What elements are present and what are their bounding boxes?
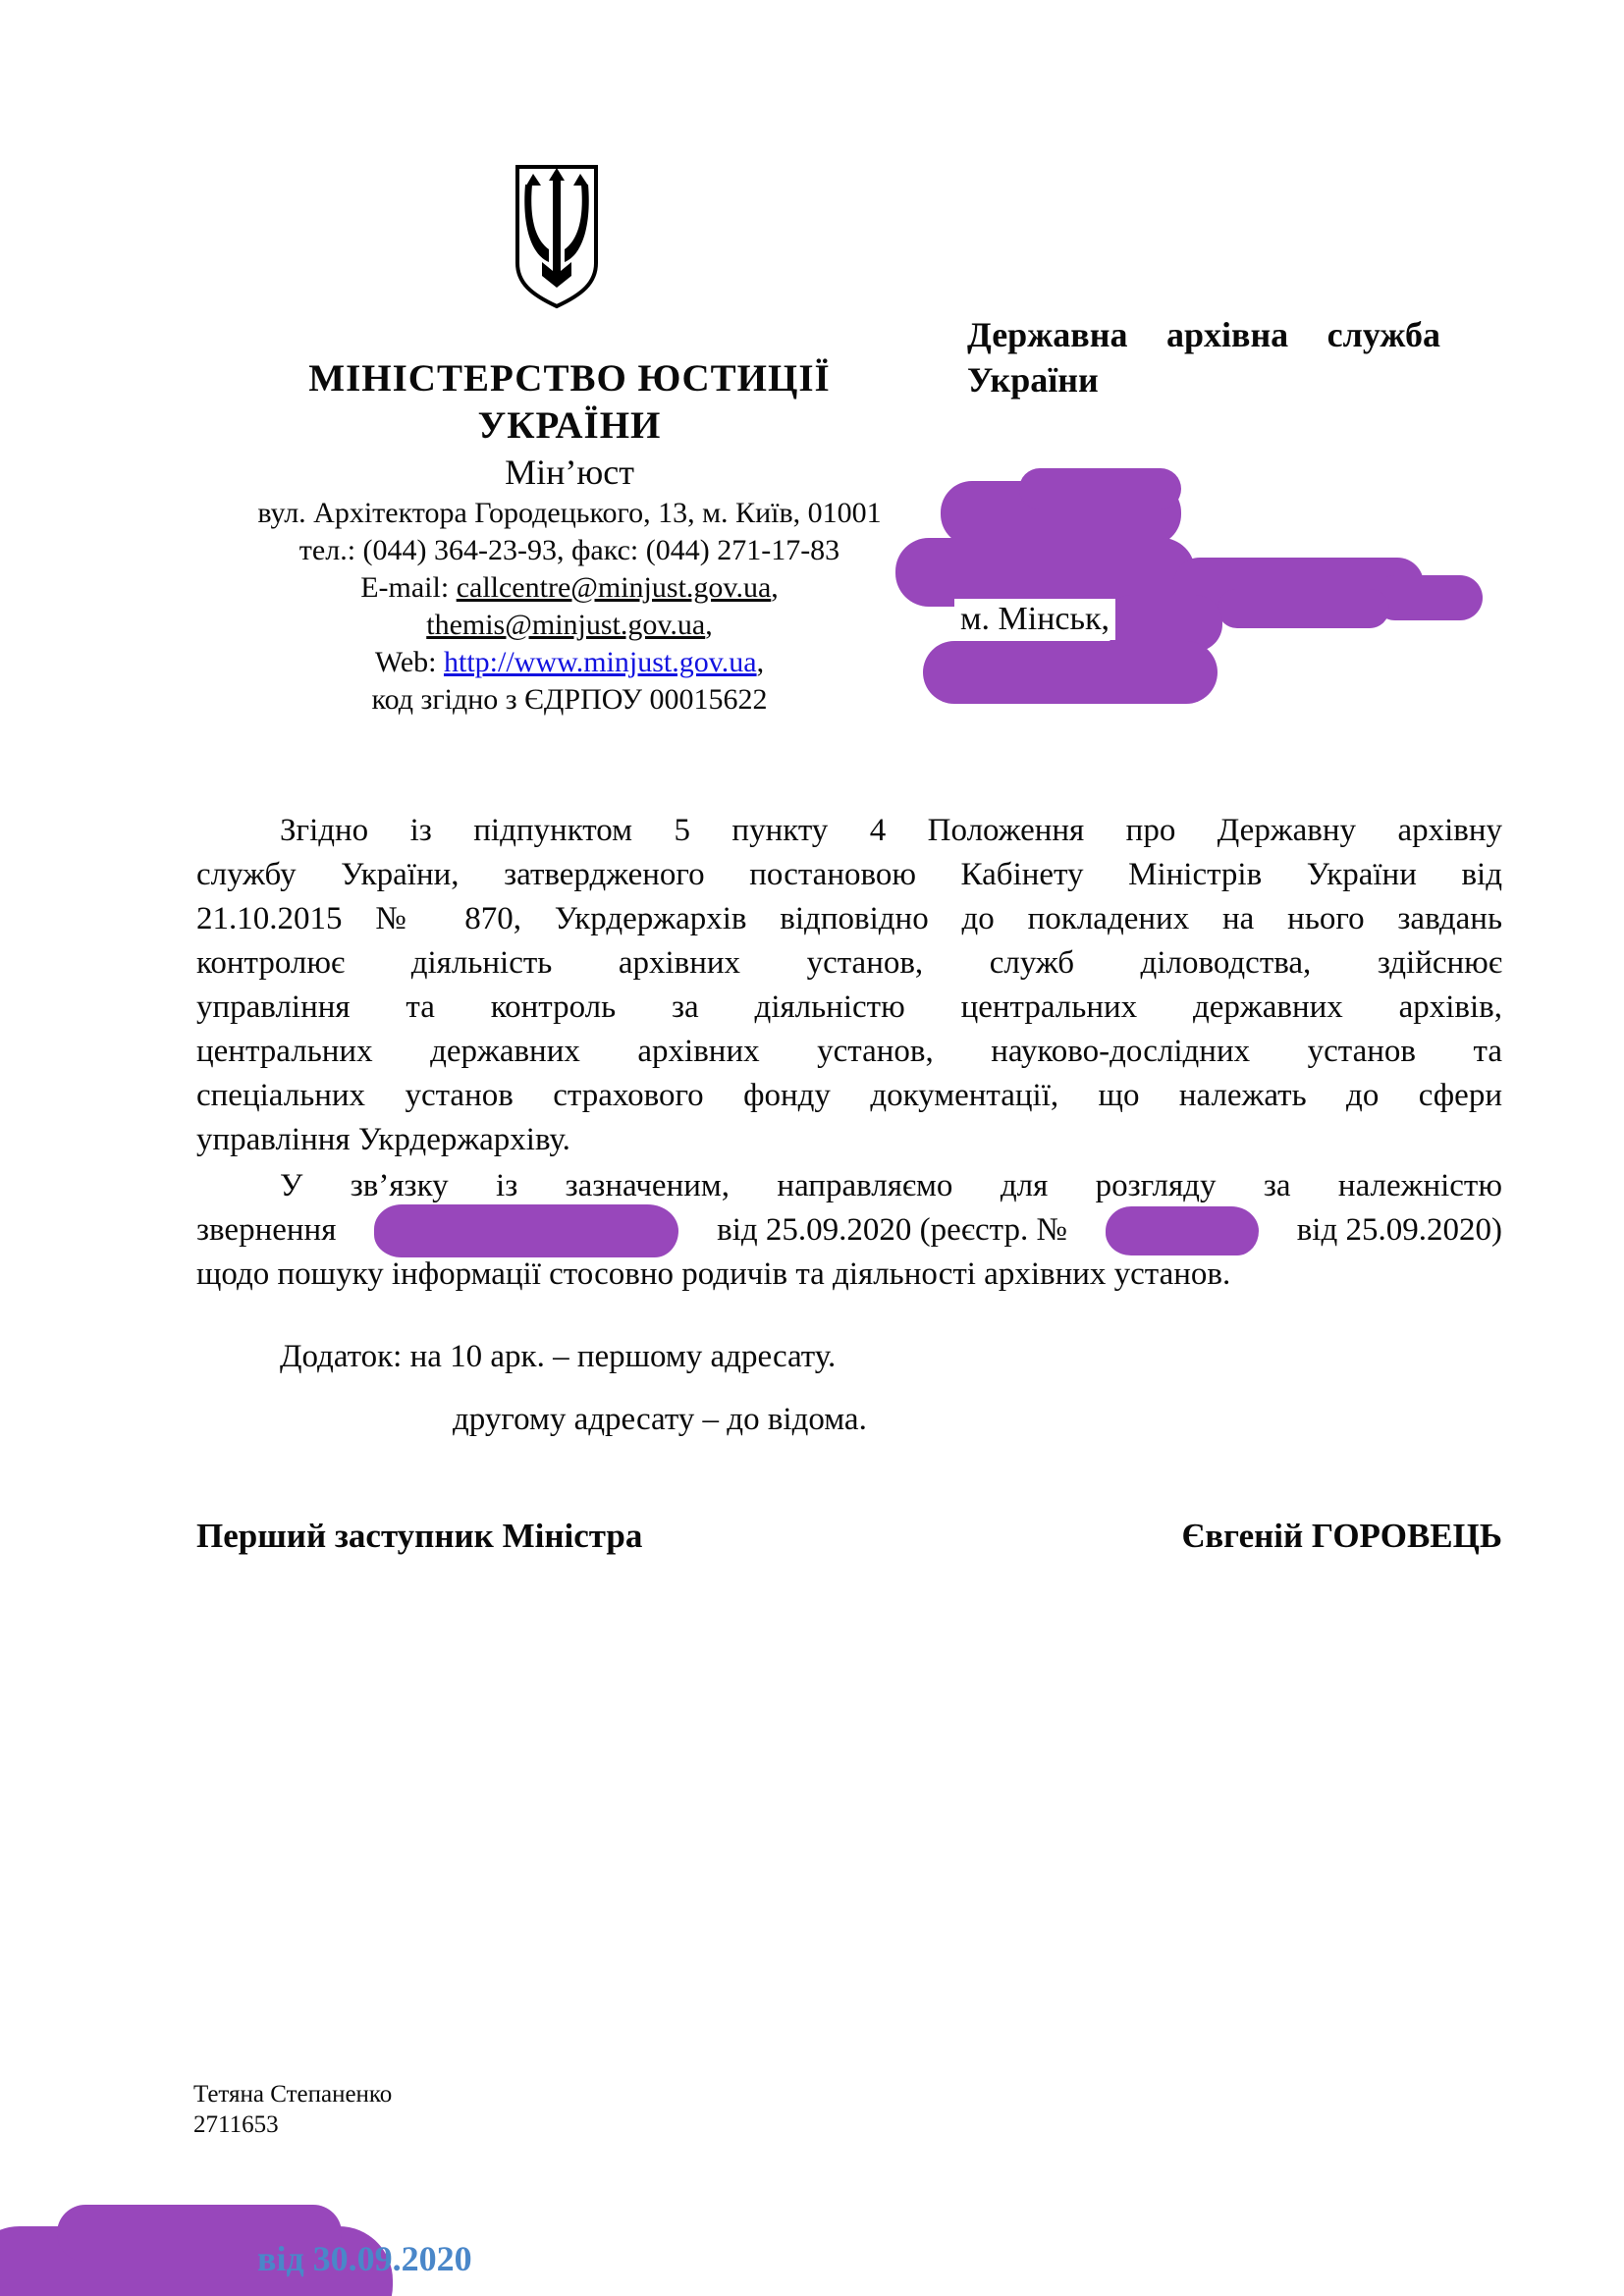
body-line: спеціальних установ страхового фонду документації, що належать до сфери bbox=[196, 1078, 1502, 1113]
addressee-title-line2: України bbox=[967, 360, 1099, 400]
email-comma-2: , bbox=[705, 609, 713, 641]
redaction-blob-inline bbox=[1106, 1206, 1259, 1255]
signature-row bbox=[196, 1516, 1502, 1557]
body-paragraph-1 bbox=[196, 809, 1502, 1162]
redaction-blob bbox=[1218, 589, 1389, 628]
edrpou-line: код згідно з ЄДРПОУ 00015622 bbox=[371, 683, 768, 716]
body-line: контролює діяльність архівних установ, служб діловодства, здійснює bbox=[196, 945, 1502, 981]
body-line: центральних державних архівних установ, науково-дослідних установ та bbox=[196, 1034, 1502, 1069]
email-line-2 bbox=[167, 607, 972, 644]
body-text-fragment: від 25.09.2020) bbox=[1296, 1212, 1502, 1248]
web-link[interactable]: http://www.minjust.gov.ua bbox=[443, 646, 757, 678]
body-line: управління Укрдержархіву. bbox=[196, 1122, 570, 1157]
email-label: E-mail: bbox=[360, 571, 457, 604]
stamp-date: від 30.09.2020 bbox=[257, 2239, 472, 2278]
attachment-line-1: Додаток: на 10 арк. – першому адресату. bbox=[280, 1339, 837, 1374]
ministry-name-line2: УКРАЇНИ bbox=[477, 404, 662, 447]
redaction-blob bbox=[1019, 468, 1181, 509]
web-line bbox=[167, 644, 972, 681]
body-text-fragment: від 25.09.2020 (реєстр. № bbox=[717, 1212, 1067, 1248]
executor-name: Тетяна Степаненко bbox=[193, 2081, 393, 2108]
trident-icon bbox=[512, 163, 602, 310]
body-paragraph-2 bbox=[196, 1164, 1502, 1297]
email-link-callcentre[interactable]: callcentre@minjust.gov.ua bbox=[456, 571, 772, 604]
body-line: Згідно із підпунктом 5 пункту 4 Положення про Державну архівну bbox=[280, 813, 1502, 848]
redaction-blob bbox=[923, 641, 1218, 704]
email-link-themis[interactable]: themis@minjust.gov.ua bbox=[426, 609, 706, 641]
body-text-fragment: звернення bbox=[196, 1212, 337, 1248]
addressee-block bbox=[967, 312, 1440, 402]
web-comma: , bbox=[756, 646, 765, 678]
signer-position: Перший заступник Міністра bbox=[196, 1517, 643, 1555]
redaction-blob bbox=[1373, 575, 1483, 620]
email-line-1 bbox=[167, 569, 972, 607]
body-line: 21.10.2015 № 870, Укрдержархів відповідно до покладених на нього завдань bbox=[196, 901, 1502, 936]
sender-block bbox=[167, 355, 972, 719]
executor-phone: 2711653 bbox=[193, 2111, 279, 2138]
redaction-blob-inline bbox=[374, 1204, 678, 1257]
ukraine-trident-emblem bbox=[512, 163, 602, 310]
city-date-line: м. Мінськ, bbox=[954, 599, 1115, 640]
ministry-short-name: Мін’юст bbox=[505, 453, 634, 492]
body-line: У зв’язку із зазначеним, направляємо для розгляду за належністю bbox=[280, 1168, 1502, 1203]
web-label: Web: bbox=[374, 646, 444, 678]
body-line: управління та контроль за діяльністю центральних державних архівів, bbox=[196, 989, 1502, 1025]
executor-block bbox=[193, 2079, 392, 2140]
body-line: службу України, затвердженого постановою Кабінету Міністрів України від bbox=[196, 857, 1502, 892]
attachment-line-2: другому адресату – до відома. bbox=[453, 1402, 867, 1437]
body-line: щодо пошуку інформації стосовно родичів та діяльності архівних установ. bbox=[196, 1256, 1231, 1292]
address-line: вул. Архітектора Городецького, 13, м. Київ, 01001 bbox=[257, 497, 882, 529]
phone-line: тел.: (044) 364-23-93, факс: (044) 271-17-83 bbox=[298, 534, 840, 566]
email-comma: , bbox=[771, 571, 779, 604]
ministry-name-line1: МІНІСТЕРСТВО ЮСТИЦІЇ bbox=[308, 357, 831, 400]
body-line-with-redactions bbox=[196, 1208, 1502, 1253]
signer-name: Євгеній ГОРОВЕЦЬ bbox=[1181, 1517, 1502, 1555]
addressee-title-line1: Державна архівна служба bbox=[967, 315, 1440, 354]
